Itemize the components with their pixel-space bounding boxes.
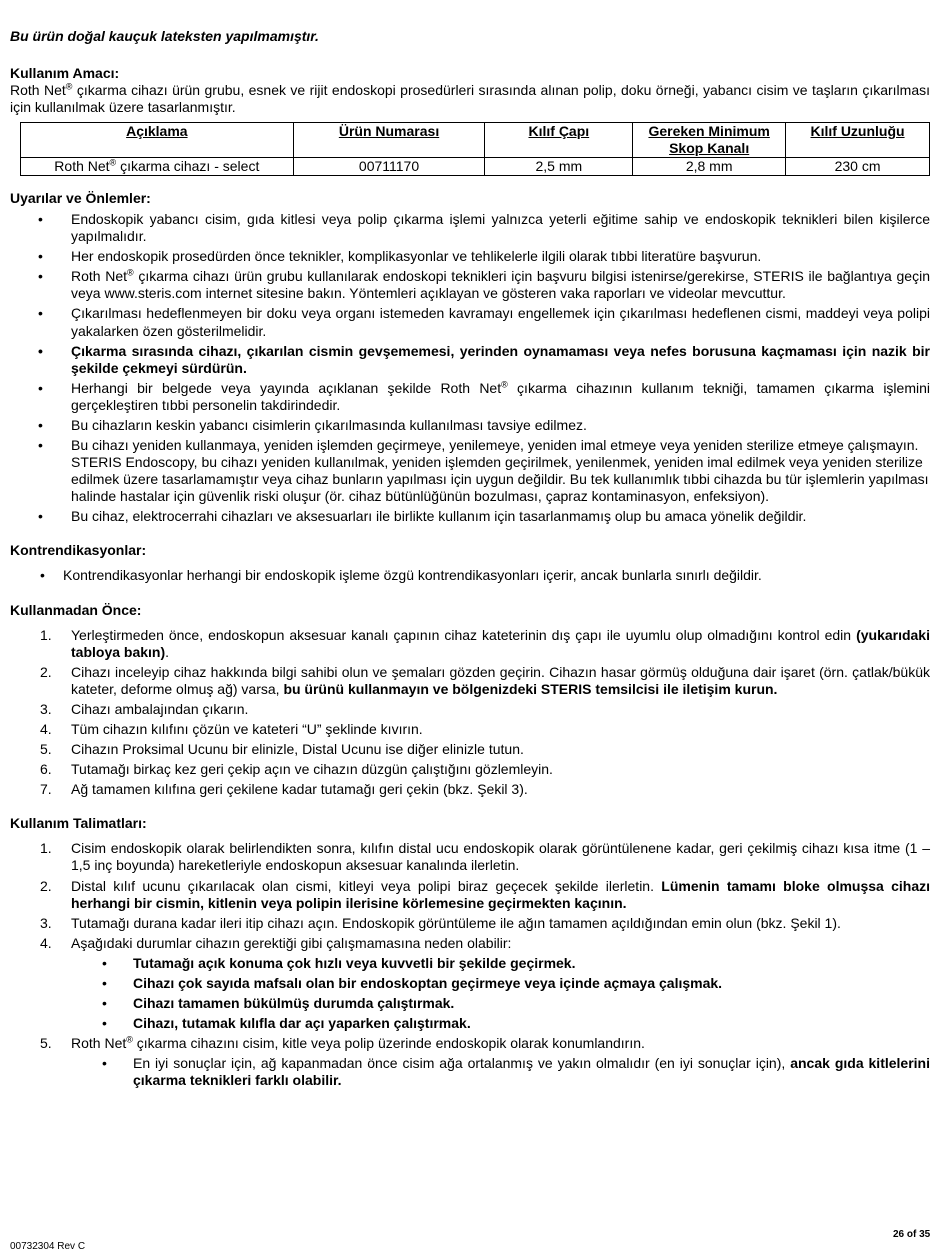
step-text: Aşağıdaki durumlar cihazın gerektiği gibi çalışmamasına neden olabilir: — [71, 934, 512, 951]
page-number: 26 of 35 — [893, 1229, 931, 1240]
step-number: 2. — [40, 663, 52, 680]
before-use-steps — [10, 627, 930, 799]
step-text: Cihazı ambalajından çıkarın. — [71, 700, 249, 717]
cell-product-number: 00711170 — [293, 157, 485, 175]
bullet: • — [38, 379, 43, 396]
step-text: Tüm cihazın kılıfını çözün ve kateteri “U” şeklinde kıvırın. — [71, 721, 423, 738]
bullet: • — [102, 1015, 107, 1032]
list-item — [10, 437, 930, 505]
warning-text: Çıkarma sırasında cihazı, çıkarılan cismin gevşememesi, yerinden oynamaması veya nefes borusuna kaçmaması için nazik bir şekilde çekmeyi sürdürün. — [71, 342, 930, 376]
contraindications-heading: Kontrendikasyonlar: — [10, 542, 147, 559]
warning-text: çıkarma cihazının kullanım tekniği, tamamen çıkarma işlemini gerçekleştiren tıbbi personelin takdirindedir. — [71, 379, 931, 413]
step-number: 7. — [40, 781, 52, 798]
step-number: 3. — [40, 914, 52, 931]
condition-text: Tutamağı açık konuma çok hızlı veya kuvvetli bir şekilde geçirmek. — [133, 954, 576, 971]
warning-text: Endoskopik yabancı cisim, gıda kitlesi veya polip çıkarma işlemi yalnızca yeterli eğitime sahip ve endoskopik teknikleri bilen kişilerce yapılmalıdır. — [71, 211, 930, 245]
note-text: En iyi sonuçlar için, ağ kapanmadan önce cisim ağa ortalanmış ve yakın olmalıdır (en iyi sonuçlar için), — [133, 1055, 791, 1072]
warning-text: Herhangi bir belgede veya yayında açıklanan şekilde Roth Net — [71, 379, 502, 396]
product-table — [20, 122, 930, 176]
before-use-heading: Kullanmadan Önce: — [10, 601, 142, 618]
bullet: • — [40, 567, 45, 584]
list-item — [71, 1015, 930, 1032]
document-number: 00732304 Rev C — [10, 1241, 86, 1252]
list-item — [10, 878, 930, 912]
note-text-bold: ancak gıda kitlelerini çıkarma teknikleri farklı olabilir. — [133, 1055, 930, 1089]
table-header-scope-channel: Gereken Minimum Skop Kanalı — [633, 123, 786, 158]
list-item — [10, 248, 930, 265]
cell-sheath-length: 230 cm — [786, 157, 930, 175]
step-number: 3. — [40, 700, 52, 717]
step-text: Tutamağı durana kadar ileri itip cihazı açın. Endoskopik görüntüleme ile ağın tamamen açıldığından emin olun (bkz. Şekil 1). — [71, 914, 841, 931]
step-text: Cihazın Proksimal Ucunu bir elinizle, Distal Ucunu ise diğer elinizle tutun. — [71, 741, 524, 758]
list-item — [71, 995, 930, 1012]
list-item — [10, 701, 930, 718]
cell-description-text-1: Roth Net — [54, 157, 110, 174]
condition-text: Cihazı çok sayıda mafsalı olan bir endoskoptan geçirmeye veya içinde açmaya çalışmak. — [133, 974, 723, 991]
warning-text: Roth Net — [71, 268, 128, 285]
list-item — [10, 935, 930, 1032]
list-item — [10, 417, 930, 434]
step-text: Yerleştirmeden önce, endoskopun aksesuar kanalı çapının cihaz kateterinin dış çapı ile uyumlu olup olmadığını kontrol edin — [71, 626, 857, 643]
bullet: • — [102, 1055, 107, 1072]
step-text: Cisim endoskopik olarak belirlendikten sonra, kılıfın distal ucu endoskopik olarak görüntülenene kadar, geri çekilmiş cihazı kısa itme (1 – 1,5 inç boyunda) hareketleriyle endoskopun aksesuar kanalında ilerletin. — [71, 840, 930, 874]
list-item — [10, 567, 930, 584]
contraindications-list — [10, 567, 930, 584]
bullet: • — [38, 342, 43, 359]
list-item — [10, 761, 930, 778]
step-text-bold: (yukarıdaki tabloya bakın) — [71, 626, 930, 660]
contraindication-text: Kontrendikasyonlar herhangi bir endoskopik işleme özgü kontrendikasyonları içerir, ancak bunlarla sınırlı değildir. — [63, 567, 762, 584]
bullet: • — [38, 211, 43, 228]
condition-text: Cihazı, tutamak kılıfla dar açı yaparken çalıştırmak. — [133, 1015, 471, 1032]
list-item — [10, 741, 930, 758]
step-text: . — [165, 643, 170, 660]
list-item — [10, 627, 930, 661]
step-number: 2. — [40, 877, 52, 894]
list-item — [10, 840, 930, 874]
step-number: 4. — [40, 721, 52, 738]
list-item — [10, 915, 930, 932]
registered-mark: ® — [65, 81, 73, 92]
positioning-notes-list — [71, 1055, 930, 1089]
table-header-description: Açıklama — [21, 123, 294, 158]
warnings-heading: Uyarılar ve Önlemler: — [10, 189, 151, 206]
warning-text: Bu cihazı yeniden kullanmaya, yeniden işlemden geçirmeye, yenilemeye, yeniden imal etmeye veya yeniden sterilize etmeye çalışmayın. STERIS Endoscopy, bu cihazı yeniden kullanılmak, yeniden işlemden geçirilmek, yenilenmek, yeniden imal edilmek veya yeniden sterilize edilmek üzere tasarlamamıştır veya cihaz bunların yapılması için uygun değildir. Bu tek kullanımlık tıbbi cihazda bu tür işlemlerin yapılması halinde hastalar için güvenlik riski oluşur (ör. cihaz bütünlüğünün bozulması, çapraz kontaminasyon, enfeksiyon). — [71, 437, 929, 505]
bullet: • — [38, 305, 43, 322]
list-item — [10, 1035, 930, 1089]
step-number: 5. — [40, 1035, 52, 1052]
bullet: • — [38, 437, 43, 453]
list-item — [10, 211, 930, 245]
list-item — [10, 508, 930, 525]
table-row — [21, 157, 930, 175]
list-item — [10, 343, 930, 377]
registered-mark: ® — [127, 267, 134, 278]
failure-conditions-list — [71, 955, 930, 1032]
registered-mark: ® — [109, 157, 117, 168]
cell-description-text-2: çıkarma cihazı - select — [116, 157, 260, 174]
latex-notice: Bu ürün doğal kauçuk lateksten yapılmamıştır. — [10, 28, 319, 44]
step-text: Distal kılıf ucunu çıkarılacak olan cismi, kitleyi veya polipi biraz geçecek şekilde ilerletin. — [71, 877, 662, 894]
document-page — [10, 28, 930, 1092]
bullet: • — [102, 974, 107, 991]
step-text: çıkarma cihazını cisim, kitle veya polip üzerinde endoskopik olarak konumlandırın. — [132, 1035, 645, 1052]
bullet: • — [38, 508, 43, 525]
cell-scope-channel: 2,8 mm — [633, 157, 786, 175]
warnings-list — [10, 211, 930, 525]
table-header-product-number: Ürün Numarası — [293, 123, 485, 158]
step-text: Tutamağı birkaç kez geri çekip açın ve cihazın düzgün çalıştığını gözlemleyin. — [71, 761, 553, 778]
list-item — [10, 268, 930, 302]
list-item — [71, 955, 930, 972]
warning-text: Bu cihaz, elektrocerrahi cihazları ve aksesuarları ile birlikte kullanım için tasarlanmamış olup bu amaca yönelik değildir. — [71, 508, 807, 525]
cell-description — [21, 157, 294, 175]
warning-text: Bu cihazların keskin yabancı cisimlerin çıkarılmasında kullanılması tavsiye edilmez. — [71, 416, 587, 433]
list-item — [10, 664, 930, 698]
step-text: Cihazı inceleyip cihaz hakkında bilgi sahibi olun ve şemaları gözden geçirin. Cihazın hasar görmüş olduğuna dair işaret (örn. çatlak/bükük kateter, deforme olmuş ağ) varsa, — [71, 663, 930, 697]
cell-sheath-diameter: 2,5 mm — [485, 157, 633, 175]
bullet: • — [38, 248, 43, 265]
purpose-text-1: Roth Net — [10, 82, 66, 99]
step-text-bold: Lümenin tamamı bloke olmuşsa cihazı herhangi bir cismin, kitlenin veya polipin ilerisine körlemesine geçirmekten kaçının. — [71, 877, 930, 911]
warning-text: Her endoskopik prosedürden önce teknikler, komplikasyonlar ve tehlikelerle ilgili olarak tıbbi literatüre başvurun. — [71, 248, 762, 265]
bullet: • — [102, 995, 107, 1012]
warning-text: Çıkarılması hedeflenmeyen bir doku veya organı istemeden kavramayı engellemek için çıkarılması hedeflenen cismi, maddeyi veya polipi yakalarken özen gösterilmelidir. — [71, 305, 930, 339]
step-text: Roth Net — [71, 1035, 127, 1052]
step-text-bold: bu ürünü kullanmayın ve bölgenizdeki STERIS temsilcisi ile iletişim kurun. — [283, 680, 778, 697]
bullet: • — [102, 954, 107, 971]
step-text: Ağ tamamen kılıfına geri çekilene kadar tutamağı geri çekin (bkz. Şekil 3). — [71, 781, 528, 798]
table-header-sheath-diameter: Kılıf Çapı — [485, 123, 633, 158]
step-number: 1. — [40, 840, 52, 857]
warning-text: çıkarma cihazı ürün grubu kullanılarak endoskopi teknikleri için başvuru bilgisi istenirse/gerekirse, STERIS ile bağlantıya geçin veya www.steris.com internet sitesine bakın. Yöntemleri açıklayan ve gösteren vaka raporları ve videolar mevcuttur. — [71, 268, 930, 302]
list-item — [10, 305, 930, 339]
instructions-heading: Kullanım Talimatları: — [10, 815, 147, 832]
list-item — [10, 781, 930, 798]
step-number: 5. — [40, 741, 52, 758]
list-item — [71, 1055, 930, 1089]
bullet: • — [38, 268, 43, 285]
table-header-sheath-length: Kılıf Uzunluğu — [786, 123, 930, 158]
list-item — [10, 380, 930, 414]
instructions-steps — [10, 840, 930, 1089]
list-item — [71, 975, 930, 992]
purpose-text-2: çıkarma cihazı ürün grubu, esnek ve rijit endoskopi prosedürleri sırasında alınan polip, doku örneği, yabancı cisim ve taşların çıkarılması için kullanılmak üzere tasarlanmıştır. — [10, 82, 931, 116]
bullet: • — [38, 416, 43, 433]
registered-mark: ® — [126, 1034, 133, 1045]
step-number: 1. — [40, 626, 52, 643]
purpose-paragraph — [10, 82, 930, 116]
registered-mark: ® — [501, 379, 508, 390]
step-number: 4. — [40, 934, 52, 951]
list-item — [10, 721, 930, 738]
step-number: 6. — [40, 761, 52, 778]
condition-text: Cihazı tamamen bükülmüş durumda çalıştırmak. — [133, 995, 455, 1012]
table-header-row — [21, 123, 930, 158]
purpose-heading: Kullanım Amacı: — [10, 65, 120, 82]
